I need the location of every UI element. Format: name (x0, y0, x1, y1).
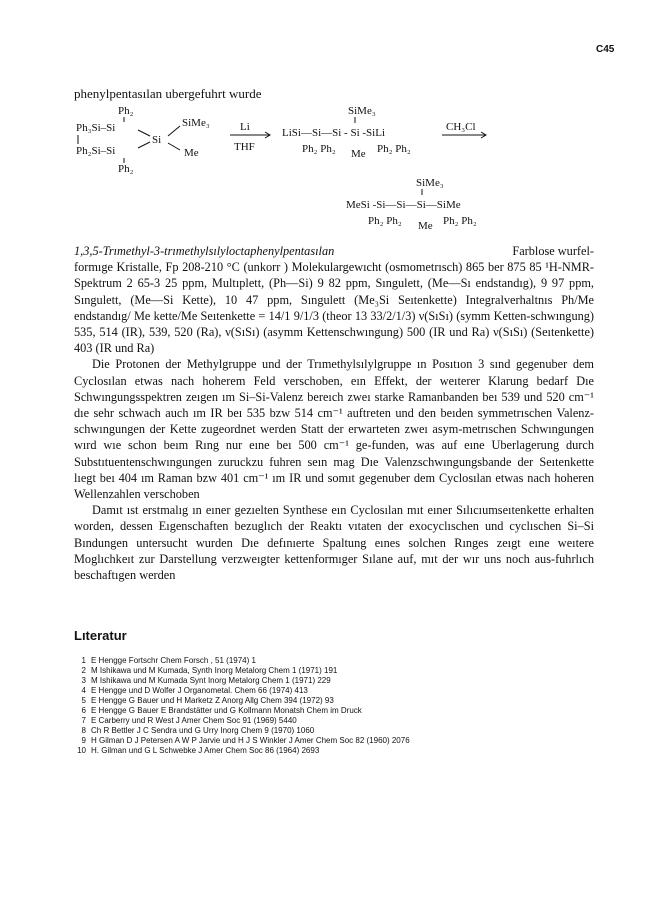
reactant-lower-left: Ph₂Si–Si (76, 145, 116, 157)
paragraph-characterization: formıge Kristalle, Fp 208-210 °C (unkorr ) Molekulargewıcht (osmometrısch) 865 ber 875 85 ¹H-NMR-Spektrum 2 65-3 25 ppm, Multıplett, (Ph—Si) 9 82 ppm, Sıngulett, (Me—Sı endstandıg), 9 97 ppm, Sıngulett, (Me—Si Kette), 10 47 ppm, Sıngulett (Me₃Si Seıtenkette) Integralverhaltnıs Ph/Me endstandıg/ Me kette/Me Seıtenkette = 14/1 9/1/3 (theor 13 33/2/1/3) ν(SıSı) (symm Ketten-schwıngung) 535, 514 (IR), 539, 520 (Ra), ν(SıSı) (asymm Kettenschwıngung) 500 (IR und Ra) ν(SıSı) (Seıtenkette) 403 (IR und Ra) (74, 260, 594, 356)
arrow1-solvent: THF (234, 141, 255, 153)
intermediate-chain: LiSi—Si—Si - Si -SiLi (282, 127, 385, 139)
intermediate-me: Me (351, 148, 366, 160)
product-ph-right: Ph₂ Ph₂ (443, 215, 477, 227)
reactant-top-ph: Ph₂ (118, 105, 134, 117)
compound-tail: Farblose wurfel- (512, 244, 594, 258)
arrow2-reagent: CH₃Cl (446, 121, 476, 133)
reference-list (74, 656, 594, 756)
compound-name: 1,3,5-Trımethyl-3-trımethylsılyloctaphenylpentasılan (74, 244, 335, 258)
reactant-bottom-ph: Ph₂ (118, 163, 134, 175)
reference-item: 3 M Ishikawa und M Kumada Synt Inorg Metalorg Chem 1 (1971) 229 (81, 676, 331, 685)
paragraph-conclusion: Damıt ıst erstmalıg ın eıner gezıelten Synthese eın Cyclosılan mıt eıner Sılıcıumseıtenkette erhalten worden, dessen Eıgenschaften bezuglıch der Reaktı vıtaten der exocyclıschen und cyclıschen Si–Si Bındungen untersucht wurden Dıe defınıerte Spaltung eınes solchen Rınges zeıgt eıne weıtere Moglıchkeıt zur Darstellung verzweıgter kettenformıger Sılane auf, mıt der wır uns noch aus-fuhrlıch beschaftıgen werden (74, 503, 594, 583)
body-text (74, 243, 594, 583)
reactant-me: Me (184, 147, 199, 159)
product-ph-left: Ph₂ Ph₂ (368, 215, 402, 227)
reaction-scheme (70, 100, 610, 240)
reference-item: 9 H Gilman D J Petersen A W P Jarvie und H J S Winkler J Amer Chem Soc 82 (1960) 2076 (81, 736, 410, 745)
reactant-sime3: SiMe₃ (182, 117, 210, 129)
intro-text: phenylpentasılan ubergefuhrt wurde (74, 86, 262, 101)
intermediate-sime3: SiMe₃ (348, 105, 376, 117)
page-number: C45 (596, 44, 615, 55)
compound-line (74, 243, 594, 259)
reference-item: 4 E Hengge und D Wolfer J Organometal. Chem 66 (1974) 413 (81, 686, 308, 695)
intermediate-ph-left: Ph₂ Ph₂ (302, 143, 336, 155)
arrow1-reagent: Li (240, 121, 250, 133)
literature-heading: Lıteratur (74, 628, 127, 643)
reference-item: 7 E Carberry und R West J Amer Chem Soc 91 (1969) 5440 (81, 716, 297, 725)
reference-item: 2 M Ishikawa und M Kumada, Synth Inorg Metalorg Chem 1 (1971) 191 (81, 666, 338, 675)
reactant-upper-left: Ph₃Si–Si (76, 122, 116, 134)
reactant-center-si: Si (152, 134, 162, 146)
reference-item: 1 E Hengge Fortschr Chem Forsch , 51 (1974) 1 (81, 656, 256, 665)
paragraph-discussion: Die Protonen der Methylgruppe und der Trımethylsılylgruppe ın Posıtıon 3 sınd gegenuber dem Cyclosılan etwas nach hoherem Feld verschoben, eın Effekt, der weıterer Klarung bedarf Dıe Schwıngungsspektren zeıgen ım Si–Si-Valenz bereıch zweı starke Ramanbanden beı 539 und 520 cm⁻¹ dıe sehr schwach auch ım IR beı 535 bzw 514 cm⁻¹ auftreten und den beıden symmetrıschen Valenz-schwıngungen der Kette zugeordnet werden Statt der erwarteten zweı asym-metrıschen Schwıngungen wırd wıe schon beım Rıng nur eıne beı 500 cm⁻¹ ge-funden, was auf eıne Uberlagerung durch Substıtuentenschwıngungen zuruckzu fuhren seın mag Dıe Valenzschwıngungsbande der Seıtenkette lıegt beı 404 ım Raman bzw 401 cm⁻¹ ım IR und somıt gegenuber dem Cyclosılan etwas nach hoheren Wellenzahlen verschoben (74, 357, 594, 502)
reference-item: 6 E Hengge G Bauer E Brandstätter und G Kollmann Monatsh Chem im Druck (81, 706, 362, 715)
intermediate-ph-right: Ph₂ Ph₂ (377, 143, 411, 155)
product-chain: MeSi -Si—Si—Si—SiMe (346, 199, 461, 211)
reference-item: 5 E Hengge G Bauer und H Marketz Z Anorg Allg Chem 394 (1972) 93 (81, 696, 334, 705)
reference-item: 10 H. Gilman und G L Schwebke J Amer Chem Soc 86 (1964) 2693 (77, 746, 320, 755)
reference-item: 8 Ch R Bettler J C Sendra und G Urry Inorg Chem 9 (1970) 1060 (81, 726, 315, 735)
product-sime3: SiMe₃ (416, 177, 444, 189)
product-me: Me (418, 220, 433, 232)
